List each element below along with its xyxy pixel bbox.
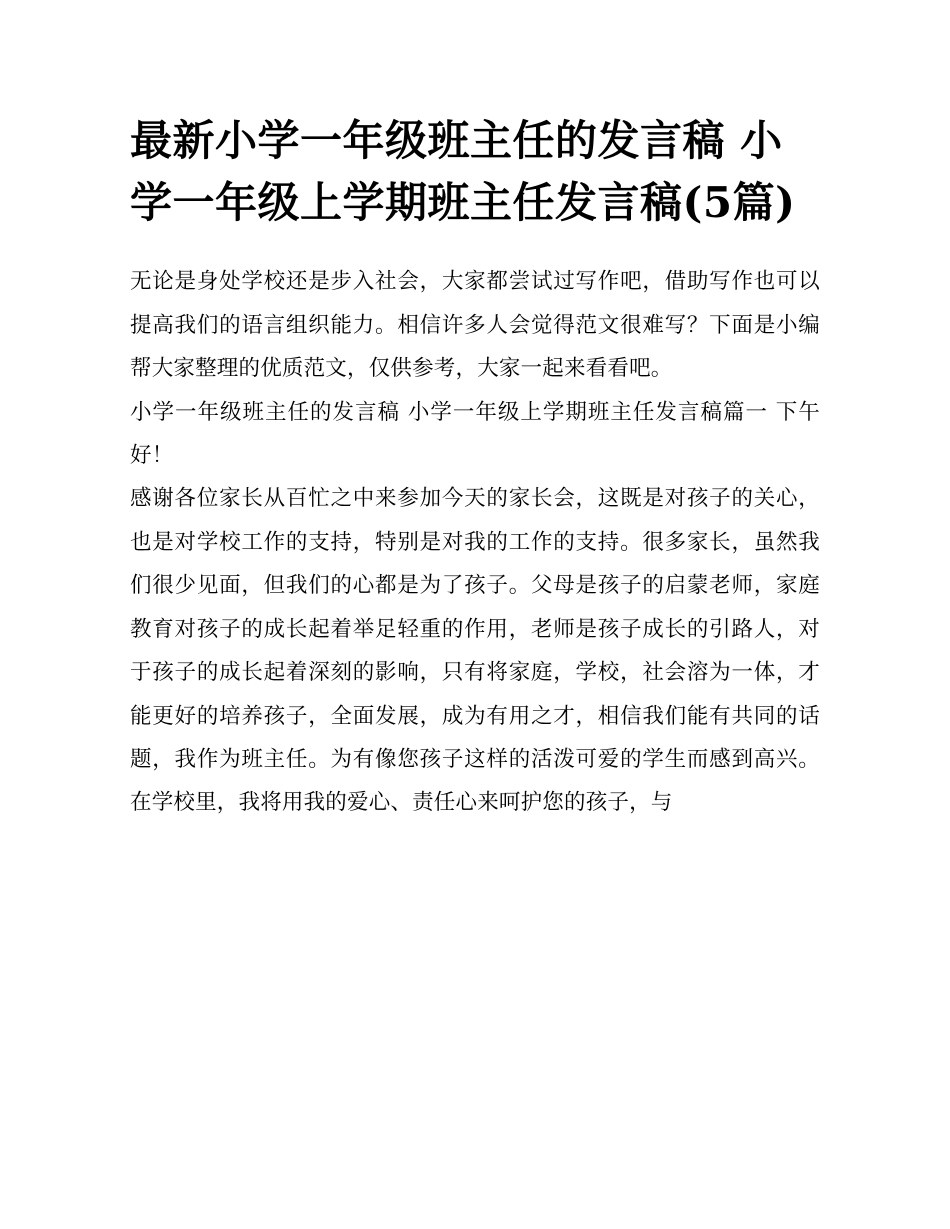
- paragraph-intro: 无论是身处学校还是步入社会，大家都尝试过写作吧，借助写作也可以提高我们的语言组织能力。相信许多人会觉得范文很难写？下面是小编帮大家整理的优质范文，仅供参考，大家一起来看看吧。: [130, 269, 820, 382]
- paragraph-section-heading: 小学一年级班主任的发言稿 小学一年级上学期班主任发言稿篇一 下午好！: [130, 399, 820, 468]
- paragraph-body: 感谢各位家长从百忙之中来参加今天的家长会，这既是对孩子的关心，也是对学校工作的支持，特别是对我的工作的支持。很多家长，虽然我们很少见面，但我们的心都是为了孩子。父母是孩子的启蒙老师，家庭教育对孩子的成长起着举足轻重的作用，老师是孩子成长的引路人，对于孩子的成长起着深刻的影响，只有将家庭，学校，社会溶为一体，才能更好的培养孩子，全面发展，成为有用之才，相信我们能有共同的话题，我作为班主任。为有像您孩子这样的活泼可爱的学生而感到高兴。在学校里，我将用我的爱心、责任心来呵护您的孩子，与: [130, 486, 820, 816]
- document-content: [130, 110, 820, 825]
- page-title: 最新小学一年级班主任的发言稿 小学一年级上学期班主任发言稿(5篇): [130, 116, 796, 228]
